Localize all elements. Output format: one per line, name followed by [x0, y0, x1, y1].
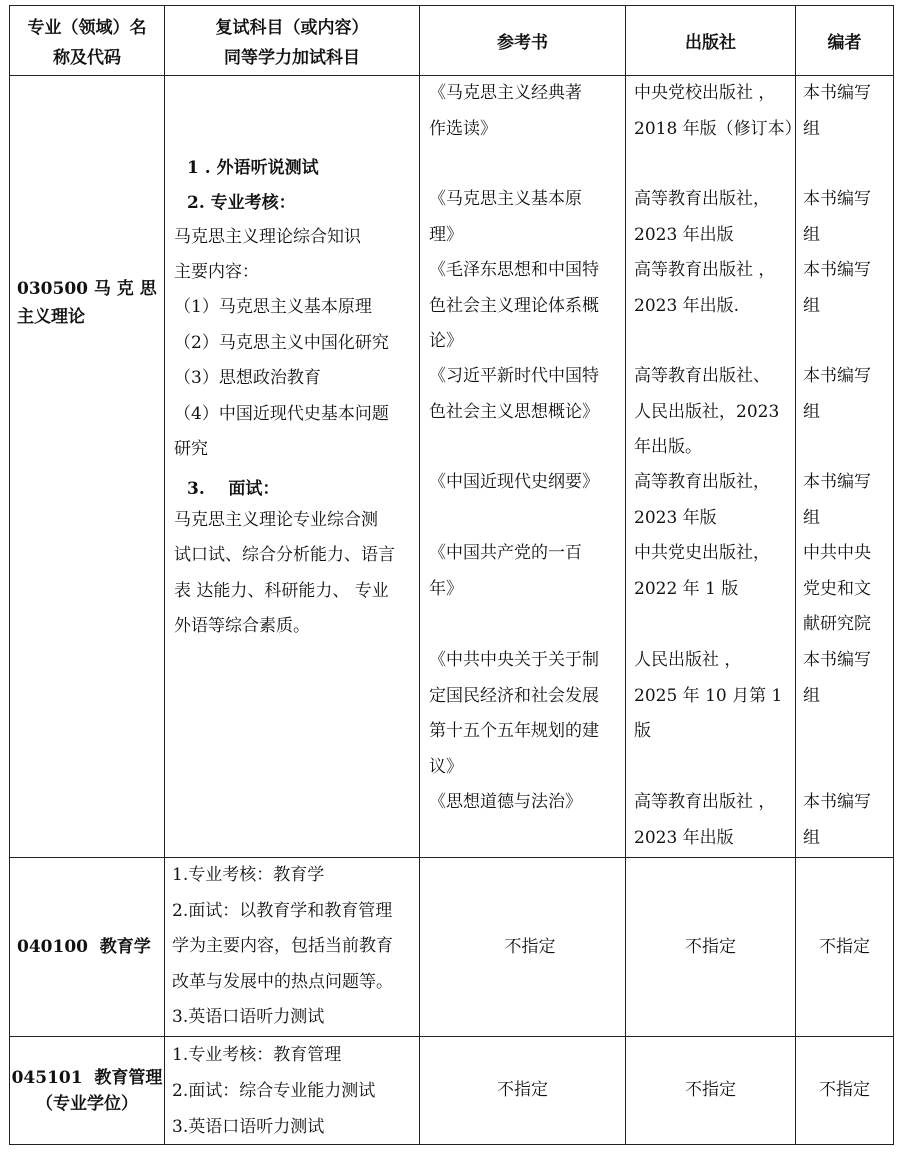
book-publisher-line: 高等教育出版社， [634, 189, 770, 209]
book-title-line: 《毛泽东思想和中国特 [429, 260, 599, 280]
book-publisher-line: 2023 年出版 [634, 224, 734, 245]
major-045101-line1: 045101 教育管理 [11, 1068, 163, 1088]
column-divider [164, 5, 165, 1145]
subject-item: 1.专业考核：教育管理 [172, 1045, 342, 1065]
subject-item: 2.面试：以教育学和教育管理 [172, 900, 393, 921]
book-editor-line: 组 [803, 685, 820, 706]
book-publisher-line: 2023 年出版 [634, 827, 734, 848]
book-title-line: 年》 [429, 578, 463, 599]
book-title [429, 359, 599, 430]
subject-item: 表 达能力、科研能力、 专业 [174, 581, 389, 601]
book-publisher [634, 76, 802, 147]
subjects-045101 [172, 1037, 375, 1145]
book-publisher-line: 人民出版社 ， [634, 650, 742, 670]
subject-item: 试口试、综合分析能力、语言 [174, 545, 395, 565]
book-publisher-line: 高等教育出版社 ， [634, 260, 776, 280]
book-editor-line: 本书编写 [803, 472, 871, 492]
book-title-line: 理》 [429, 224, 463, 245]
book-editor-line: 本书编写 [803, 189, 871, 209]
column-divider [625, 5, 626, 1145]
book-publisher [634, 536, 770, 607]
subject-item: 3.英语口语听力测试 [172, 1117, 325, 1137]
book-title [429, 76, 582, 147]
book-publisher-line: 2023 年出版. [634, 295, 740, 316]
subject-item: （1）马克思主义基本原理 [174, 297, 372, 317]
book-publisher-line: 2022 年 1 版 [634, 578, 739, 599]
book-editor-line: 本书编写 [803, 83, 871, 103]
book-publisher [634, 253, 775, 324]
header-subjects-line2: 同等学力加试科目 [224, 48, 360, 68]
book-title [429, 643, 599, 785]
header-editor: 编者 [827, 33, 862, 53]
publisher-040100: 不指定 [685, 937, 736, 957]
subject-item: 改革与发展中的热点问题等。 [172, 971, 393, 992]
book-title-line: 议》 [429, 756, 463, 777]
book-publisher-line: 高等教育出版社 ， [634, 792, 776, 812]
book-editor [803, 465, 871, 536]
table-border-right [893, 5, 894, 1145]
book-publisher-line: 2023 年版 [634, 507, 717, 528]
book-title [429, 785, 582, 821]
admission-table [9, 5, 894, 1145]
major-030500 [17, 275, 157, 331]
book-editor [803, 182, 871, 253]
book-editor [803, 536, 871, 643]
book-045101: 不指定 [497, 1080, 548, 1100]
book-publisher-line: 中共党史出版社， [634, 543, 770, 563]
table-border-top [9, 5, 894, 6]
table-border-bottom [9, 1144, 894, 1145]
book-title-line: 《中国近现代史纲要》 [429, 472, 599, 492]
subject-item: （4）中国近现代史基本问题 [174, 404, 389, 424]
major-045101-line2: （专业学位） [36, 1094, 138, 1114]
subject-item: 马克思主义理论专业综合测 [174, 510, 378, 530]
subject-item: 1 . 外语听说测试 [187, 158, 319, 178]
book-title-line: 第十五个五年规划的建 [429, 721, 599, 741]
book-editor-line: 本书编写 [803, 260, 871, 280]
book-title [429, 182, 582, 253]
book-title-line: 《中国共产党的一百 [429, 543, 582, 563]
book-editor-line: 组 [803, 118, 820, 139]
book-title-line: 论》 [429, 331, 463, 351]
subject-item: 主要内容： [174, 262, 259, 282]
header-books: 参考书 [497, 33, 548, 53]
book-title-line: 《中共中央关于关于制 [429, 650, 599, 670]
subject-item: 研究 [174, 439, 208, 459]
book-publisher [634, 643, 782, 750]
book-editor-line: 组 [803, 401, 820, 422]
subjects-040100 [172, 858, 393, 1036]
book-title [429, 253, 599, 360]
book-publisher-line: 2018 年版（修订本） [634, 118, 802, 139]
major-040100: 040100 教育学 [17, 937, 151, 957]
book-publisher-line: 年出版。 [634, 437, 702, 457]
book-publisher-line: 中央党校出版社 ， [634, 83, 776, 103]
table-border-left [9, 5, 10, 1145]
book-editor-line: 党史和文 [803, 578, 871, 599]
book-title-line: 定国民经济和社会发展 [429, 685, 599, 706]
header-major [10, 13, 164, 73]
subject-item: 2.面试：综合专业能力测试 [172, 1081, 376, 1101]
column-divider [419, 5, 420, 1145]
subject-item: （2）马克思主义中国化研究 [174, 333, 389, 353]
book-editor [803, 785, 871, 856]
book-title-line: 《马克思主义基本原 [429, 189, 582, 209]
row-divider [9, 1036, 894, 1037]
subject-item: 学为主要内容，包括当前教育 [172, 936, 393, 956]
header-subjects [165, 13, 419, 73]
subject-item: 马克思主义理论综合知识 [174, 227, 361, 247]
book-title-line: 色社会主义理论体系概 [429, 295, 599, 316]
book-editor [803, 643, 871, 714]
book-title-line: 《习近平新时代中国特 [429, 366, 599, 386]
book-title [429, 465, 599, 501]
column-divider [795, 5, 796, 1145]
book-title-line: 色社会主义思想概论》 [429, 401, 599, 422]
book-editor-line: 本书编写 [803, 366, 871, 386]
header-major-line2: 称及代码 [53, 48, 121, 68]
book-040100: 不指定 [504, 937, 556, 957]
subject-item: 外语等综合素质。 [174, 616, 310, 636]
book-publisher-line: 高等教育出版社、 [634, 366, 770, 386]
book-editor-line: 组 [803, 295, 820, 316]
book-publisher-line: 版 [634, 721, 651, 741]
book-publisher [634, 785, 775, 856]
book-editor [803, 359, 871, 430]
book-publisher [634, 465, 770, 536]
book-title-line: 《马克思主义经典著 [429, 83, 582, 103]
header-major-line1: 专业（领域）名 [27, 18, 147, 38]
book-editor-line: 本书编写 [803, 792, 871, 812]
book-editor-line: 组 [803, 507, 820, 528]
header-subjects-line1: 复试科目（或内容） [215, 18, 369, 38]
subject-item: 1.专业考核：教育学 [172, 865, 325, 885]
major-030500-line2: 主义理论 [17, 307, 85, 327]
book-title [429, 536, 582, 607]
book-editor-line: 中共中央 [803, 543, 871, 563]
book-publisher [634, 182, 770, 253]
book-editor-line: 组 [803, 224, 820, 245]
book-editor-line: 本书编写 [803, 650, 871, 670]
editor-045101: 不指定 [819, 1080, 870, 1100]
book-publisher [634, 359, 779, 466]
header-publisher: 出版社 [685, 33, 736, 53]
major-045101 [10, 1065, 164, 1117]
subject-item: （3）思想政治教育 [174, 368, 321, 388]
row-divider [9, 857, 894, 858]
book-publisher-line: 高等教育出版社， [634, 472, 770, 492]
book-editor [803, 76, 871, 147]
subject-item: 3. 面试： [187, 479, 280, 499]
book-editor-line: 献研究院 [803, 614, 871, 634]
book-title-line: 《思想道德与法治》 [429, 792, 582, 812]
book-editor [803, 253, 871, 324]
subject-item: 3.英语口语听力测试 [172, 1007, 325, 1027]
subject-item: 2. 专业考核： [187, 193, 296, 213]
book-title-line: 作选读》 [429, 118, 497, 139]
major-030500-line1: 030500 马 克 思 [17, 279, 157, 299]
editor-040100: 不指定 [819, 937, 870, 957]
book-publisher-line: 人民出版社，2023 [634, 401, 780, 422]
publisher-045101: 不指定 [685, 1080, 736, 1100]
book-publisher-line: 2025 年 10 月第 1 [634, 685, 783, 706]
book-editor-line: 组 [803, 827, 820, 848]
